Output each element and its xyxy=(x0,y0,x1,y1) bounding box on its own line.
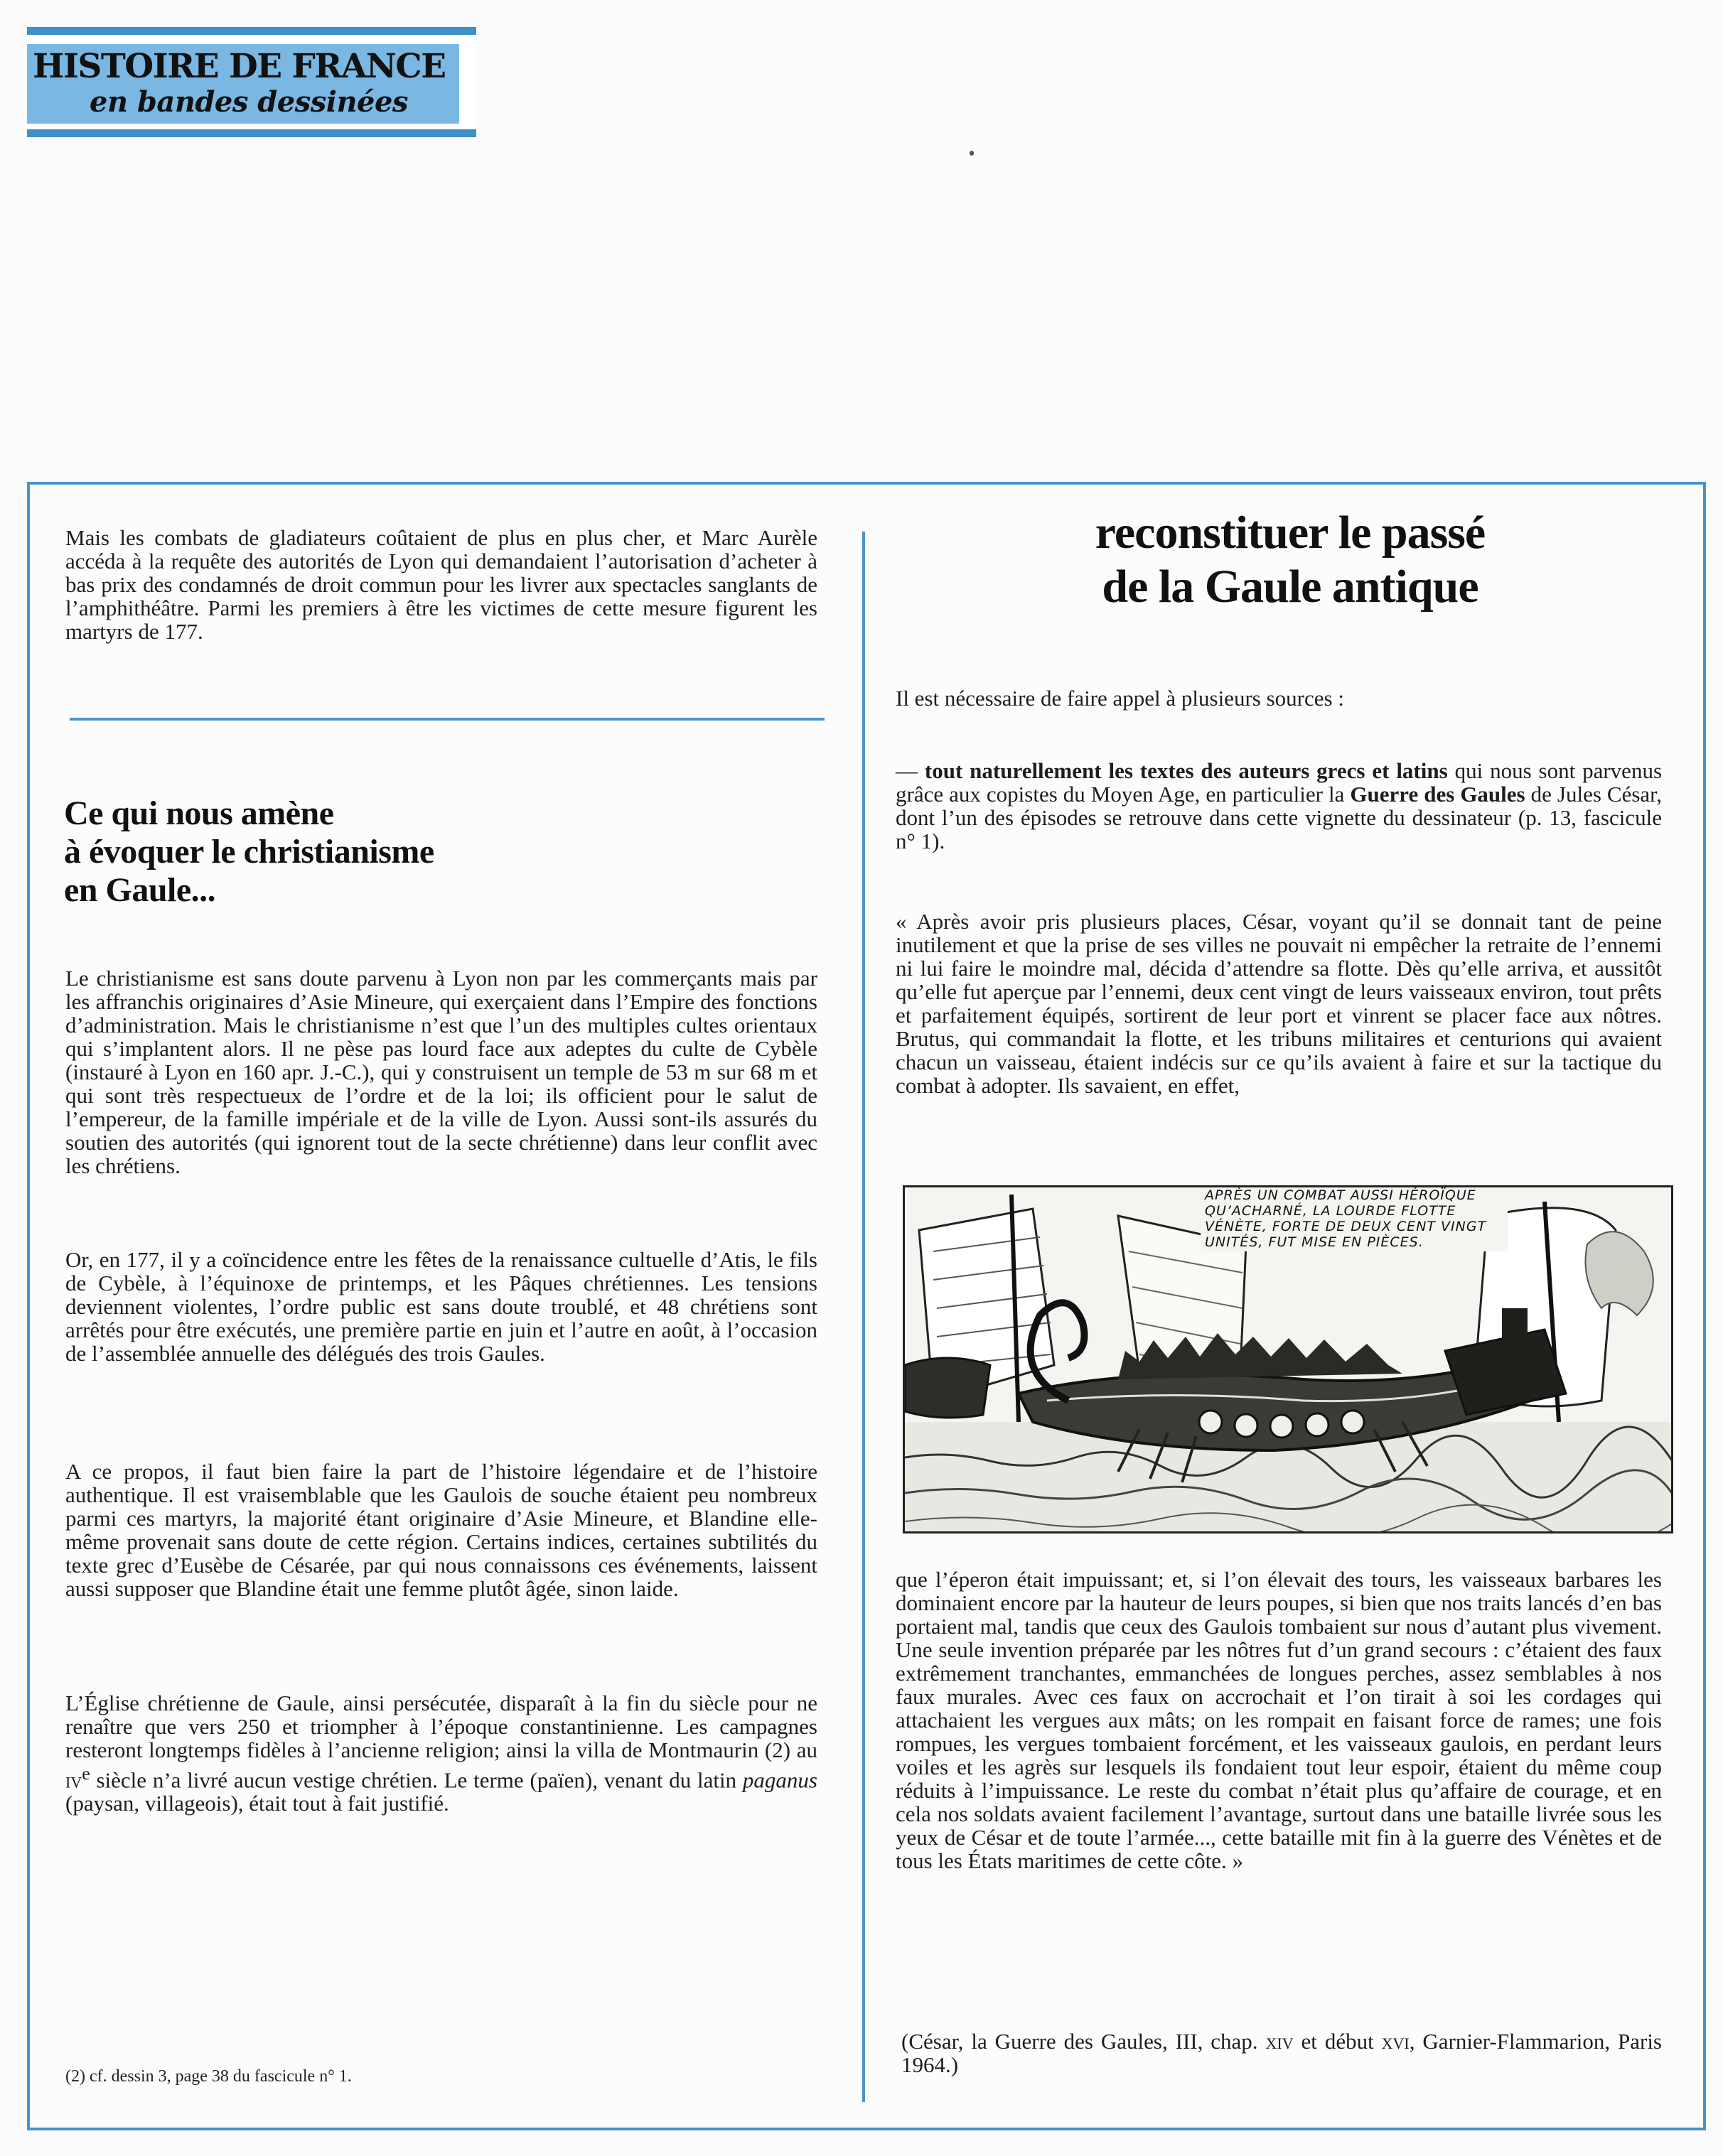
print-speck xyxy=(970,151,974,156)
text-run: (César, la Guerre des Gaules, III, chap. xyxy=(901,2029,1266,2054)
heading-line: Ce qui nous amène xyxy=(64,794,334,832)
century-suffix: e xyxy=(82,1763,90,1784)
citation xyxy=(901,2030,1662,2076)
badge-top-bar xyxy=(27,27,476,35)
book-title: Guerre des Gaules xyxy=(1350,782,1525,807)
text-run: (paysan, villageois), était tout à fait justifié. xyxy=(65,1791,449,1816)
shield xyxy=(1341,1411,1364,1433)
text-run: L’Église chrétienne de Gaule, ainsi persécutée, disparaît à la fin du siècle pour ne renaître que vers 250 et triompher à l’époque constantinienne. Les campagnes resteront longtemps fidèles à l’ancienne religion; ainsi la villa de Montmaurin (2) au xyxy=(65,1691,817,1762)
text-run: , Garnier-Flammarion, Paris 1964.) xyxy=(901,2029,1662,2077)
series-badge xyxy=(27,27,476,137)
comic-vignette xyxy=(903,1185,1673,1534)
century-numeral: iv xyxy=(65,1767,82,1793)
paragraph-177: Or, en 177, il y a coïncidence entre les fêtes de la renaissance cultuelle d’Atis, le fils de Cybèle, à l’équinoxe de printemps, et les Pâques chrétiennes. Les tensions deviennent violentes, l’ordre public est sans doute troublé, et 48 chrétiens sont arrêtés pour être exécutés, une première partie en juin et l’autre en août, à l’occasion de l’assemblée annuelle des délégués des trois Gaules. xyxy=(65,1247,817,1366)
shield xyxy=(1199,1411,1222,1433)
series-subtitle: en bandes dessinées xyxy=(90,85,408,119)
section-heading-christianity xyxy=(64,794,576,910)
intro-paragraph: Mais les combats de gladiateurs coûtaient de plus en plus cher, et Marc Aurèle accéda à la requête des autorités de Lyon qui demandaient l’autorisation d’acheter à bas prix des condamnés de droit commun pour les livrer aux spectacles sanglants de l’amphithéâtre. Parmi les premiers à être les victimes de cette mesure figurent les martyrs de 177. xyxy=(65,525,817,644)
quote-part-1: « Après avoir pris plusieurs places, César, voyant qu’il se donnait tant de peine inutilement et que la prise de ses villes ne pouvait ni empêcher la retraite de l’ennemi ni lui faire le moindre mal, décida d’attendre sa flotte. Dès qu’elle arriva, et aussitôt qu’elle fut aperçue par l’ennemi, deux cent vingt de leurs vaisseaux environ, tout prêts et parfaitement équipés, sortirent de leur port et vinrent se placer face aux nôtres. Brutus, qui commandait la flotte, et les tribuns militaires et centurions qui avaient chacun un vaisseau, étaient indécis sur ce qu’ils avaient à faire et sur la tactique du combat à adopter. Ils savaient, en effet, xyxy=(896,909,1662,1098)
sources-intro: Il est nécessaire de faire appel à plusieurs sources : xyxy=(896,686,1344,711)
sources-item xyxy=(896,759,1662,853)
shield xyxy=(1270,1415,1293,1438)
shield xyxy=(1235,1414,1257,1437)
emphasis-text: tout naturellement les textes des auteurs grecs et latins xyxy=(924,758,1448,783)
chapter-numeral: xvi xyxy=(1381,2029,1410,2054)
section-heading-sources xyxy=(910,506,1670,614)
badge-box xyxy=(27,44,459,124)
small-boat xyxy=(905,1358,990,1418)
paragraph-church-gaul xyxy=(65,1691,817,1815)
badge-bottom-bar xyxy=(27,129,476,137)
left-section-rule xyxy=(70,718,825,721)
comic-caption: APRÈS UN COMBAT AUSSI HÉROÏQUE QU’ACHARNÉ, LA LOURDE FLOTTE VÉNÈTE, FORTE DE DEUX CENT VINGT UNITÉS, FUT MISE EN PIÈCES. xyxy=(1201,1186,1508,1251)
chapter-numeral: xiv xyxy=(1265,2029,1294,2054)
quote-part-2: que l’éperon était impuissant; et, si l’on élevait des tours, les vaisseaux barbares les dominaient encore par la hauteur de leurs poupes, si bien que nos traits lancés d’en bas portaient mal, tandis que ceux des Gaulois tombaient sur nous d’autant plus vivement. Une seule invention préparée par les nôtres fut d’un grand secours : c’étaient des faux extrêmement tranchantes, emmanchées de longues perches, assez semblables à nos faux murales. Avec ces faux on accrochait et l’on tirait à soi les cordages qui attachaient les vergues aux mâts; on les rompait en faisant force de rames; une fois rompues, les vergues tombaient forcément, et les vaisseaux gaulois, en perdant leurs voiles et les agrès sur lesquels ils fondaient tout leur espoir, étaient du même coup réduits à l’impuissance. Le reste du combat n’était plus qu’affaire de courage, et en cela nos soldats avaient facilement l’avantage, surtout dans une bataille livrée sous les yeux de César et de toute l’armée..., cette bataille mit fin à la guerre des Vénètes et de tous les États maritimes de cette côte. » xyxy=(896,1567,1662,1873)
heading-line: à évoquer le christianisme xyxy=(64,833,434,871)
list-dash: — xyxy=(896,758,925,783)
text-run: de Jules César, dont l’un des épisodes se retrouve dans cette vignette du dessinateur (p. 13, fascicule n° 1). xyxy=(896,782,1663,853)
heading-line: reconstituer le passé xyxy=(1095,507,1486,559)
text-run: siècle n’a livré aucun vestige chrétien. Le terme (païen), venant du latin xyxy=(90,1767,743,1793)
heading-line: de la Gaule antique xyxy=(1102,561,1478,613)
heading-line: en Gaule... xyxy=(64,871,216,909)
paragraph-christianity-lyon: Le christianisme est sans doute parvenu à Lyon non par les commerçants mais par les affranchis originaires d’Asie Mineure, qui exerçaient dans l’Empire des fonctions d’administration. Mais le christianisme n’est que l’un des multiples cultes orientaux qui s’implantent alors. Il ne pèse pas lourd face aux adeptes du culte de Cybèle (instauré à Lyon en 160 apr. J.-C.), qui y construisent un temple de 53 m sur 68 m et qui sont très respectueux de l’ordre et de la loi; ils officient pour le salut de l’empereur, de la famille impériale et de la ville de Lyon. Aussi sont-ils assurés du soutien des autorités (qui ignorent tout de la secte chrétienne) dans leur conflit avec les chrétiens. xyxy=(65,966,817,1178)
series-title: HISTOIRE DE FRANCE xyxy=(33,47,446,86)
text-run: et début xyxy=(1293,2029,1382,2054)
latin-term: paganus xyxy=(742,1767,817,1793)
shield xyxy=(1306,1413,1329,1436)
text-run: qui nous sont parvenus grâce aux copistes du Moyen Age, en particulier la xyxy=(896,758,1663,807)
footnote: (2) cf. dessin 3, page 38 du fascicule n° 1. xyxy=(65,2067,352,2086)
ship-tower xyxy=(1502,1308,1528,1351)
paragraph-legend: A ce propos, il faut bien faire la part de l’histoire légendaire et de l’histoire authentique. Il est vraisemblable que les Gaulois de souche étaient peu nombreux parmi ces martyrs, la majorité étant originaire d’Asie Mineure, et Blandine elle-même provenait sans doute de cette région. Certains indices, certaines subtilités du texte grec d’Eusèbe de Césarée, par qui nous connaissons ces événements, laissent aussi supposer que Blandine était une femme plutôt âgée, sinon laide. xyxy=(65,1459,817,1601)
column-divider xyxy=(862,532,865,2102)
